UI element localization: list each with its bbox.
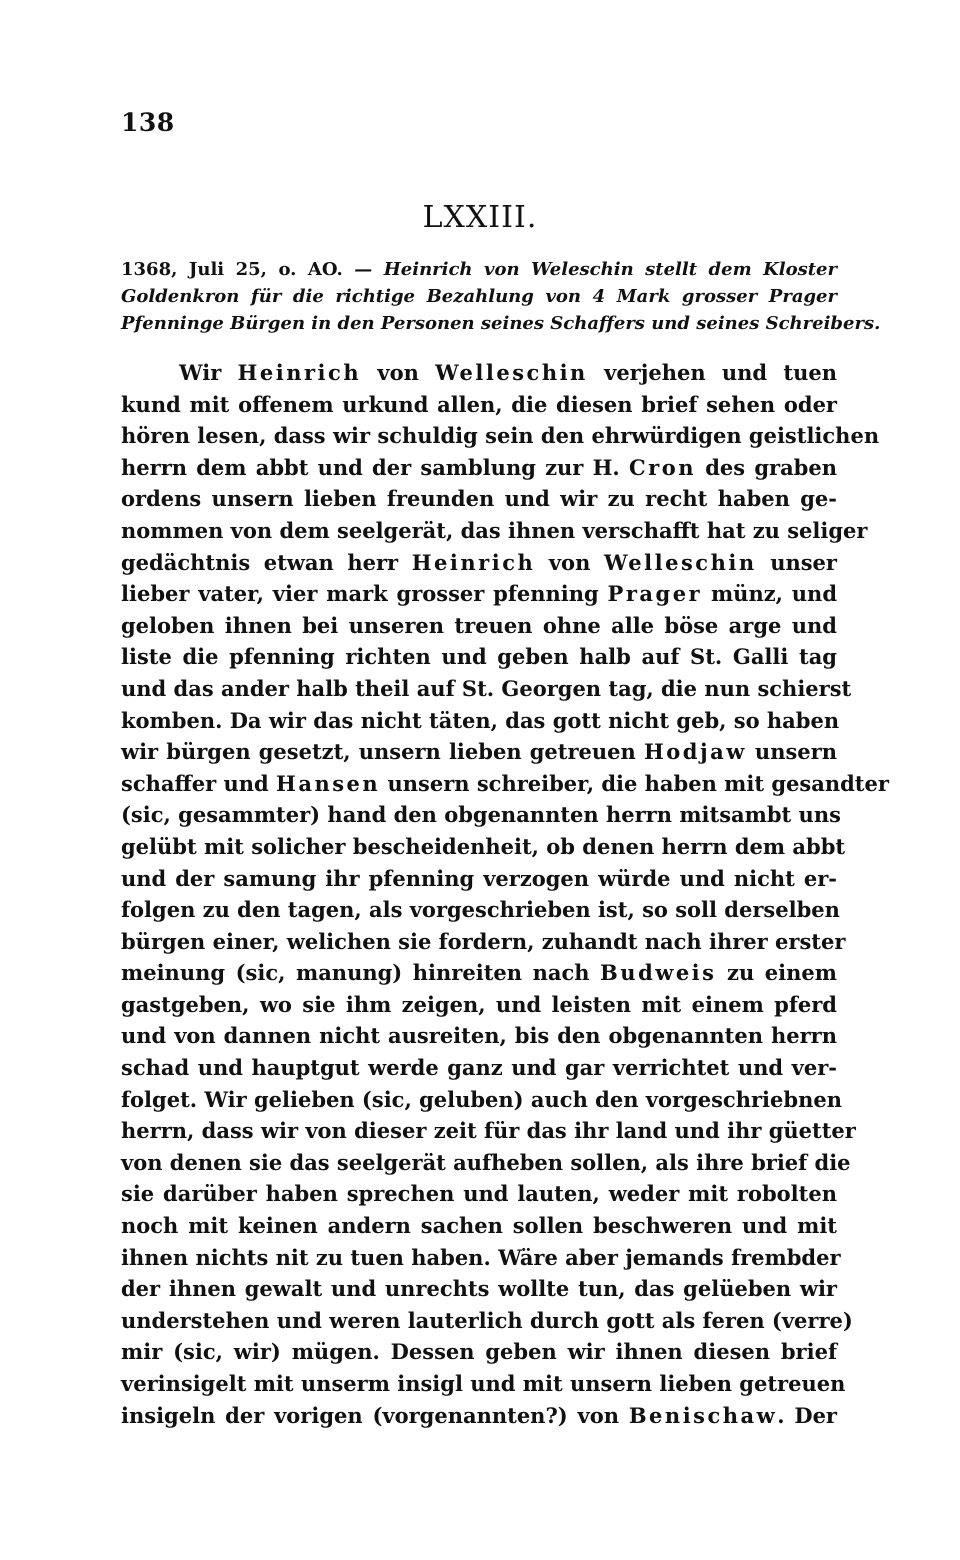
body-line: (sic, gesammter) hand den obgenannten herrn mitsambt uns bbox=[121, 802, 841, 828]
regest-line bbox=[121, 256, 837, 283]
spaced-name: Welleschin bbox=[603, 549, 757, 575]
spaced-name: Heinrich bbox=[411, 549, 536, 575]
body-line: herrn dem abbt und der samblung zur H. Cron des graben bbox=[121, 454, 837, 480]
body-line: und von dannen nicht ausreiten, bis den obgenannten herrn bbox=[121, 1023, 837, 1049]
spaced-name: Budweis bbox=[600, 960, 717, 986]
body-line: hören lesen, dass wir schuldig sein den ehrwürdigen geistlichen bbox=[121, 423, 880, 449]
body-line: gastgeben, wo sie ihm zeigen, und leisten mit einem pferd bbox=[121, 991, 837, 1017]
body-line: lieber vater, vier mark grosser pfenning Prager münz, und bbox=[121, 581, 837, 607]
body-line: mir (sic, wir) mügen. Dessen geben wir ihnen diesen brief bbox=[121, 1339, 837, 1365]
body-line: und das ander halb theil auf St. Georgen tag, die nun schierst bbox=[121, 675, 852, 701]
body-line: geloben ihnen bei unseren treuen ohne alle böse arge und bbox=[121, 612, 837, 638]
body-line: folgen zu den tagen, als vorgeschrieben ist, so soll derselben bbox=[121, 897, 840, 923]
spaced-name: Prager bbox=[607, 581, 703, 607]
body-line: verinsigelt mit unserm insigl und mit unsern lieben getreuen bbox=[121, 1371, 846, 1396]
body-line: schad und hauptgut werde ganz und gar verrichtet und ver- bbox=[121, 1055, 837, 1081]
body-line: wir bürgen gesetzt, unsern lieben getreuen Hodjaw unsern bbox=[121, 739, 837, 765]
body-line: herrn, dass wir von dieser zeit für das ihr land und ihr güetter bbox=[121, 1118, 856, 1144]
spaced-name: Heinrich bbox=[237, 360, 362, 385]
body-line: understehen und weren lauterlich durch gott als feren (verre) bbox=[121, 1307, 853, 1333]
body-line: nommen von dem seelgerät, das ihnen verschafft hat zu seliger bbox=[121, 517, 868, 543]
document-body bbox=[121, 357, 889, 1431]
regest-line: Pfenninge Bürgen in den Personen seines Schaffers und seines Schreibers. bbox=[121, 313, 881, 334]
body-line: liste die pfenning richten und geben halb auf St. Galli tag bbox=[121, 644, 837, 670]
body-line: und der samung ihr pfenning verzogen würde und nicht er- bbox=[121, 865, 837, 891]
body-line: von denen sie das seelgerät aufheben sollen, als ihre brief die bbox=[121, 1149, 851, 1175]
body-line: ordens unsern lieben freunden und wir zu recht haben ge- bbox=[121, 486, 837, 512]
regest-line: Goldenkron für die richtige Bezahlung von 4 Mark grosser Prager bbox=[121, 286, 837, 307]
body-line: noch mit keinen andern sachen sollen beschweren und mit bbox=[121, 1213, 837, 1239]
regest bbox=[121, 256, 881, 337]
page-number: 138 bbox=[121, 108, 175, 137]
regest-dash: — bbox=[342, 259, 384, 280]
body-line: insigeln der vorigen (vorgenannten?) von Benischaw. Der bbox=[121, 1402, 837, 1428]
spaced-name: Benischaw bbox=[628, 1402, 778, 1428]
body-line: schaffer und Hansen unsern schreiber, die haben mit gesandter bbox=[121, 770, 889, 796]
body-line: Wir Heinrich von Welleschin verjehen und tuen bbox=[179, 360, 837, 385]
body-line: meinung (sic, manung) hinreiten nach Budweis zu einem bbox=[121, 960, 837, 986]
body-line: bürgen einer, welichen sie fordern, zuhandt nach ihrer erster bbox=[121, 928, 846, 954]
body-line: ihnen nichts nit zu tuen haben. Wäre aber jemands frembder bbox=[121, 1244, 841, 1270]
body-line: folget. Wir gelieben (sic, geluben) auch den vorgeschriebnen bbox=[121, 1086, 842, 1112]
body-line: sie darüber haben sprechen und lauten, weder mit robolten bbox=[121, 1181, 837, 1207]
spaced-name: Hansen bbox=[276, 770, 381, 796]
document-number: LXXIII. bbox=[422, 200, 538, 235]
regest-date: 1368, Juli 25, o. AO. bbox=[121, 259, 343, 280]
body-line: gelübt mit solicher bescheidenheit, ob denen herrn dem abbt bbox=[121, 833, 846, 859]
spaced-name: Hodjaw bbox=[643, 739, 747, 765]
body-line: kund mit offenem urkund allen, die diesen brief sehen oder bbox=[121, 391, 837, 417]
regest-text: Heinrich von Weleschin stellt dem Kloster bbox=[383, 259, 837, 280]
body-line: der ihnen gewalt und unrechts wollte tun, das gelüeben wir bbox=[121, 1276, 837, 1302]
body-line: komben. Da wir das nicht täten, das gott nicht geb, so haben bbox=[121, 707, 840, 733]
body-line: gedächtnis etwan herr Heinrich von Welleschin unser bbox=[121, 549, 837, 575]
spaced-name: Welleschin bbox=[435, 360, 588, 385]
spaced-name: Cron bbox=[628, 454, 697, 480]
